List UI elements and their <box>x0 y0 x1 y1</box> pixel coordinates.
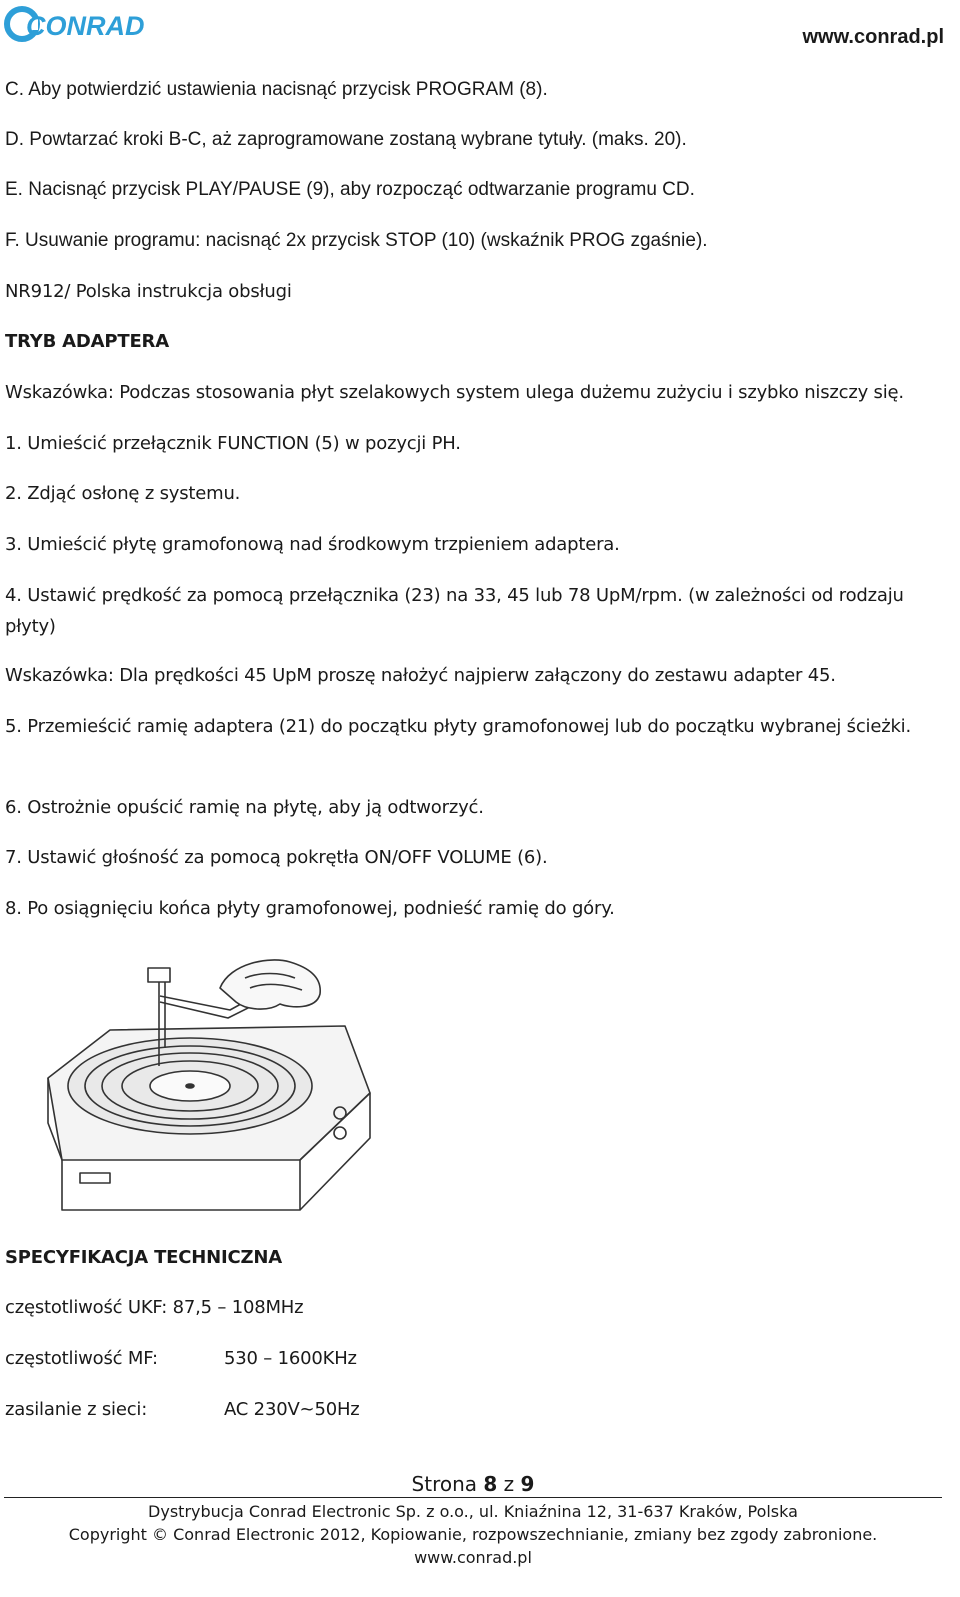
program-step-d: D. Powtarzać kroki B-C, aż zaprogramowane zostaną wybrane tytuły. (maks. 20). <box>5 129 687 150</box>
step-4: 4. Ustawić prędkość za pomocą przełącznika (23) na 33, 45 lub 78 UpM/rpm. (w zależności od rodzaju płyty) <box>5 585 904 637</box>
header-website[interactable]: www.conrad.pl <box>802 26 944 48</box>
spec-power-label: zasilanie z sieci: <box>5 1399 148 1420</box>
step-5: 5. Przemieścić ramię adaptera (21) do początku płyty gramofonowej lub do początku wybranej ścieżki. <box>5 716 912 737</box>
spec-power-value: AC 230V~50Hz <box>224 1399 360 1420</box>
footer-distribution: Dystrybucja Conrad Electronic Sp. z o.o., ul. Kniaźnina 12, 31-637 Kraków, Polska <box>148 1502 798 1521</box>
turntable-illustration <box>40 948 380 1213</box>
spec-mf-label: częstotliwość MF: <box>5 1348 158 1369</box>
program-step-f: F. Usuwanie programu: nacisnąć 2x przycisk STOP (10) (wskaźnik PROG zgaśnie). <box>5 230 708 251</box>
spec-ukf: częstotliwość UKF: 87,5 – 108MHz <box>5 1297 304 1318</box>
page-current: 8 <box>483 1472 498 1496</box>
footer-website[interactable]: www.conrad.pl <box>414 1548 532 1567</box>
spec-mf-value: 530 – 1600KHz <box>224 1348 357 1369</box>
footer-divider <box>4 1497 942 1498</box>
step-3: 3. Umieścić płytę gramofonową nad środkowym trzpieniem adaptera. <box>5 534 620 555</box>
program-step-e: E. Nacisnąć przycisk PLAY/PAUSE (9), aby rozpocząć odtwarzanie programu CD. <box>5 179 695 200</box>
page-separator: z <box>503 1472 515 1496</box>
program-step-c: C. Aby potwierdzić ustawienia nacisnąć przycisk PROGRAM (8). <box>5 79 548 100</box>
manual-title: NR912/ Polska instrukcja obsługi <box>5 281 292 302</box>
section-title: TRYB ADAPTERA <box>5 331 169 352</box>
conrad-logo[interactable] <box>4 2 154 46</box>
step-1: 1. Umieścić przełącznik FUNCTION (5) w pozycji PH. <box>5 433 461 454</box>
step-6: 6. Ostrożnie opuścić ramię na płytę, aby ją odtworzyć. <box>5 797 484 818</box>
page-indicator <box>0 1472 946 1496</box>
note-shellac: Wskazówka: Podczas stosowania płyt szelakowych system ulega dużemu zużyciu i szybko niszczy się. <box>5 382 904 403</box>
spec-title: SPECYFIKACJA TECHNICZNA <box>5 1247 282 1268</box>
footer-copyright: Copyright © Conrad Electronic 2012, Kopiowanie, rozpowszechnianie, zmiany bez zgody zabronione. <box>68 1525 878 1544</box>
step-2: 2. Zdjąć osłonę z systemu. <box>5 483 241 504</box>
note-45-adapter: Wskazówka: Dla prędkości 45 UpM proszę nałożyć najpierw załączony do zestawu adapter 45. <box>5 665 836 686</box>
logo-text: CONRAD <box>26 11 145 41</box>
step-7: 7. Ustawić głośność za pomocą pokrętła ON/OFF VOLUME (6). <box>5 847 548 868</box>
step-8: 8. Po osiągnięciu końca płyty gramofonowej, podnieść ramię do góry. <box>5 898 615 919</box>
page-total: 9 <box>520 1472 535 1496</box>
page-prefix: Strona <box>411 1472 478 1496</box>
